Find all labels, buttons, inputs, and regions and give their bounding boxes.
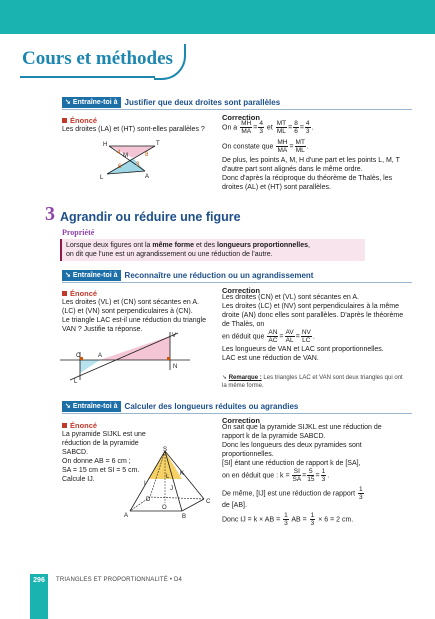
correction-equality-line: On constate que $\frac{MH}{MA}$ = $\frac{MT}{ML}$ . xyxy=(222,139,309,154)
correction-label: Correction xyxy=(222,286,260,295)
enonce-label: Énoncé xyxy=(62,289,97,298)
enonce-label: Énoncé xyxy=(62,421,97,430)
correction-conclusion: Les longueurs de VAN et LAC sont proportionnelles. LAC est une réduction de VAN. xyxy=(222,346,384,362)
pyramid-figure xyxy=(120,445,220,520)
label-a: A xyxy=(124,513,129,519)
label-l: L xyxy=(74,379,78,385)
correction-text: De plus, les points A, M, H d'une part et les points L, M, T d'autre part sont alignés dans le même ordre. Donc d'après la réciproque du théorème de Thalès, les droites (AL) et (HT) sont parallèles. xyxy=(222,157,400,191)
arrow-icon: ➘ xyxy=(65,272,73,279)
label-m: M xyxy=(123,153,128,159)
top-color-band xyxy=(0,0,435,34)
enonce-text: Les droites (VL) et (CN) sont sécantes en A. (LC) et (VN) sont perpendiculaires à (CN). Le triangle LAC est-il une réduction du triangle VAN ? Justifie ta réponse. xyxy=(62,299,206,333)
reduction-figure xyxy=(60,330,200,390)
label-d: D xyxy=(146,497,151,503)
section-title: Reconnaître une réduction ou un agrandissement xyxy=(124,271,314,280)
label-c: C xyxy=(206,499,211,505)
remark: ➘ Remarque : Les triangles LAC et VAN sont deux triangles qui ont la même forme. xyxy=(222,375,403,389)
length-4: 4 xyxy=(117,150,121,156)
label-i: I xyxy=(144,481,146,487)
label-h: H xyxy=(103,142,108,148)
title-block xyxy=(20,44,183,80)
property-label: Propriété xyxy=(62,228,95,237)
property-box: Lorsque deux figures ont la même forme et des longueurs proportionnelles, on dit que l'une est un agrandissement ou une réduction de l'autre. xyxy=(60,239,365,261)
correction-final: Donc IJ = k × AB = $\frac{1}{3}$ AB = $\frac{1}{3}$ × 6 = 2 cm. xyxy=(222,512,354,527)
arrow-icon: ➘ xyxy=(65,403,73,410)
title-decoration xyxy=(154,44,186,80)
label-l: L xyxy=(166,474,170,480)
edge-cd xyxy=(150,497,204,499)
section-heading-parallel xyxy=(62,97,280,108)
length-8: 8 xyxy=(145,152,149,158)
right-angle-n xyxy=(167,357,170,360)
label-v: V xyxy=(172,333,177,339)
label-t: T xyxy=(156,141,160,147)
arrow-icon: ➘ xyxy=(222,375,229,381)
page-number: 296 xyxy=(30,574,48,619)
page-title: Cours et méthodes xyxy=(22,48,173,69)
arrow-icon: ➘ xyxy=(65,99,73,106)
section-rule xyxy=(62,109,412,110)
entraine-toi-tag: ➘ Entraîne-toi à xyxy=(62,97,121,108)
label-b: B xyxy=(182,514,187,520)
enonce-text: Les droites (LA) et (HT) sont-elles parallèles ? xyxy=(62,126,205,133)
title-underline xyxy=(20,76,155,78)
section-title: Justifier que deux droites sont parallèles xyxy=(124,98,281,107)
correction-label: Correction xyxy=(222,416,260,425)
label-a: A xyxy=(98,353,103,359)
enonce-text: La pyramide SIJKL est une réduction de la pyramide SABCD. On donne AB = 6 cm ; SA = 15 cm et SI = 5 cm. Calcule IJ. xyxy=(62,431,146,483)
triangle-van xyxy=(100,336,170,360)
correction-label: Correction xyxy=(222,113,260,122)
section-heading-reduction xyxy=(62,270,313,281)
section-heading-lengths xyxy=(62,401,298,412)
correction-ratio-ij: De même, [IJ] est une réduction de rapport $\frac{1}{3}$ de [AB]. xyxy=(222,486,363,509)
label-k: K xyxy=(180,471,185,477)
entraine-toi-tag: ➘ Entraîne-toi à xyxy=(62,401,121,412)
correction-ratio-k: on en déduit que : k = $\frac{SI}{SA}$ = $\frac{5}{15}$ = $\frac{1}{3}$ . xyxy=(222,468,330,483)
section-number: 3 xyxy=(45,203,55,225)
label-n: N xyxy=(173,364,178,370)
correction-ratios: en déduit que $\frac{AN}{AC}$ = $\frac{AV}{AL}$ = $\frac{NV}{LC}$ . xyxy=(222,329,315,344)
section-rule xyxy=(62,413,412,414)
label-l: L xyxy=(100,175,104,181)
correction-text: On sait que la pyramide SIJKL est une réduction de rapport k de la pyramide SABCD. Donc les longueurs des deux pyramides sont proportionnelles. [SI] étant une réduction de rapport k de [SA], xyxy=(222,424,382,467)
label-o: O xyxy=(162,505,167,511)
section-title: Agrandir ou réduire une figure xyxy=(60,210,241,224)
enonce-label: Énoncé xyxy=(62,116,97,125)
section-title: Calculer des longueurs réduites ou agrandies xyxy=(124,402,299,411)
correction-text: Les droites (CN) et (VL) sont sécantes en A. Les droites (LC) et (NV) sont perpendiculaires à la même droite (AN) donc elles sont parallèles. D'après le théorème de Thalès, on xyxy=(222,294,404,328)
length-6: 6 xyxy=(118,164,122,170)
edge-bc xyxy=(182,499,204,511)
footer-text: TRIANGLES ET PROPORTIONNALITÉ • D4 xyxy=(56,577,183,583)
label-a: A xyxy=(145,174,150,180)
label-s: S xyxy=(163,447,168,453)
correction-ratio-line: On a $\frac{MH}{MA}$ = $\frac{4}{3}$ et $\frac{MT}{ML}$ = $\frac{8}{6}$ = $\frac{4}{3}$ . xyxy=(222,120,314,135)
label-j: J xyxy=(170,486,173,492)
thales-figure xyxy=(95,138,175,182)
length-3: 3 xyxy=(136,162,140,168)
label-c: C xyxy=(76,353,81,359)
edge-sb xyxy=(165,451,185,511)
entraine-toi-tag: ➘ Entraîne-toi à xyxy=(62,270,121,281)
right-angle-c xyxy=(80,357,83,360)
section-rule xyxy=(62,282,412,283)
